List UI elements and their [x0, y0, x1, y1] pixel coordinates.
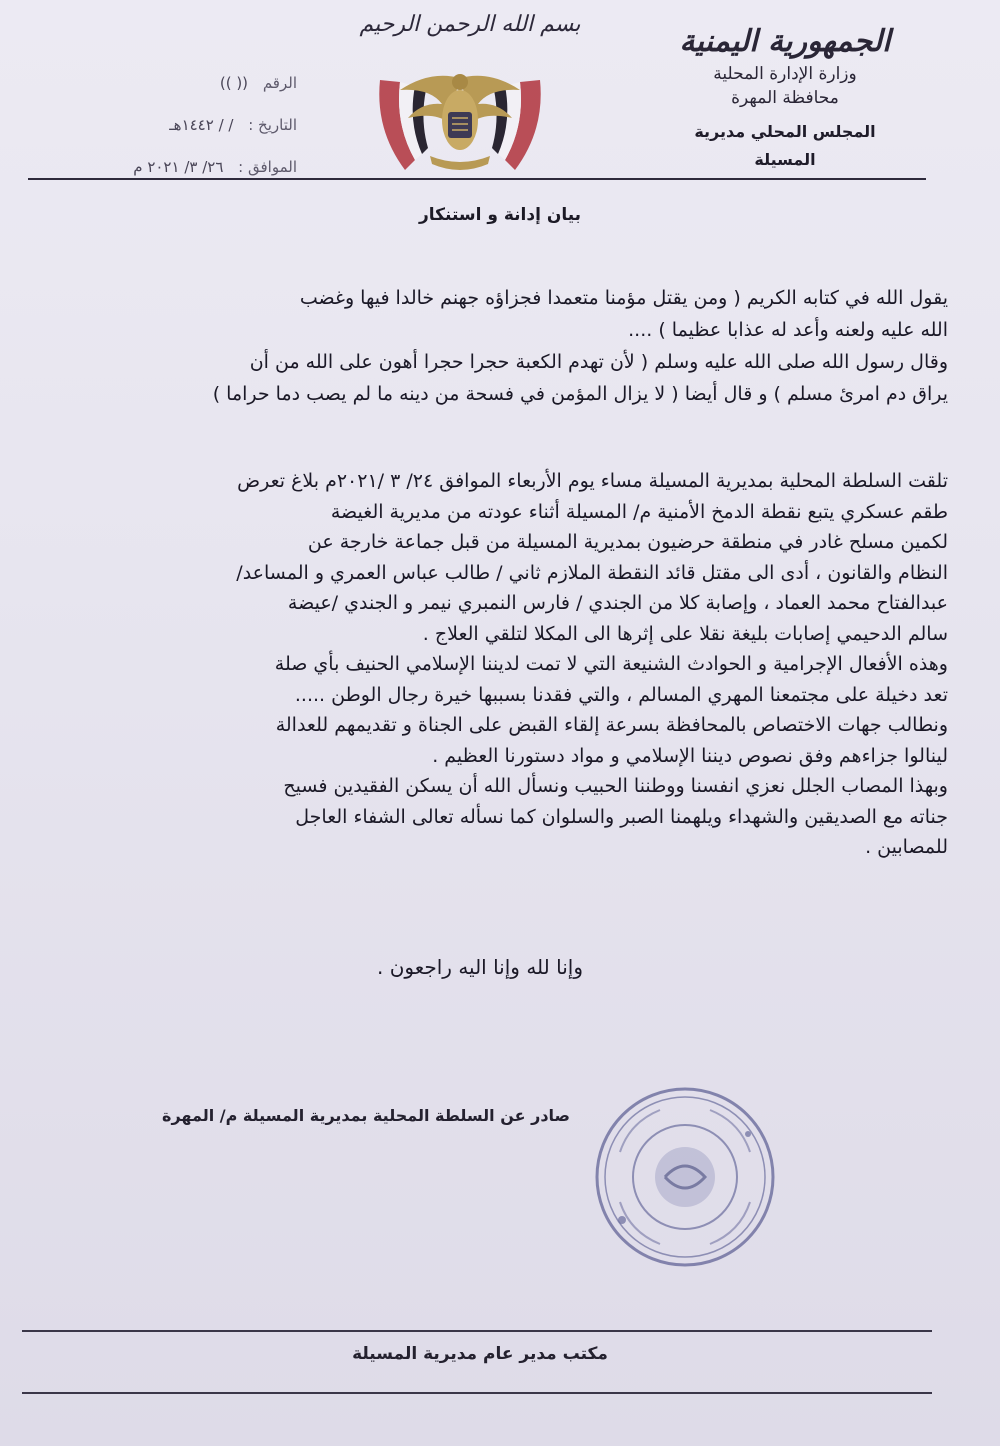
paragraph-line: جناته مع الصديقين والشهداء ويلهمنا الصبر والسلوان كما نسأله تعالى الشفاء العاجل [295, 805, 948, 828]
paragraph-line: تعد دخيلة على مجتمعنا المهري المسالم ، والتي فقدنا بسببها خيرة رجال الوطن ..... [294, 683, 948, 706]
paragraph-line: يقول الله في كتابه الكريم ( ومن يقتل مؤمنا متعمدا فجزاؤه جهنم خالدا فيها وغضب [299, 287, 948, 309]
date-row [32, 104, 297, 146]
corresponding-row [32, 146, 297, 188]
date-value: / / ١٤٤٢هـ [169, 116, 234, 134]
quran-hadith-paragraph [48, 282, 948, 410]
paragraph-line: وبهذا المصاب الجلل نعزي انفسنا ووطننا الحبيب ونسأل الله أن يسكن الفقيدين فسيح [283, 775, 948, 797]
date-label: التاريخ : [248, 116, 297, 134]
paragraph-line: النظام والقانون ، أدى الى مقتل قائد النقطة الملازم ثاني / طالب عباس العمري و المساعد/ [236, 561, 948, 584]
official-stamp-icon [590, 1082, 780, 1272]
council-name: المجلس المحلي مديرية المسيلة [694, 122, 876, 169]
basmala: بسم الله الرحمن الرحيم [359, 12, 581, 37]
paragraph-line: لينالوا جزاءهم وفق نصوص ديننا الإسلامي و مواد دستورنا العظيم . [432, 744, 948, 767]
footer-rule-top [22, 1330, 932, 1332]
corresponding-value: ٢٦/ ٣/ ٢٠٢١ م [133, 158, 224, 176]
header-divider [28, 178, 926, 180]
closing-phrase: وإنا لله وإنا اليه راجعون . [377, 955, 583, 979]
paragraph-line: الله عليه ولعنه وأعد له عذابا عظيما ) .... [628, 319, 948, 341]
republic-name: الجمهورية اليمنية [679, 24, 891, 59]
paragraph-line: وقال رسول الله صلى الله عليه وسلم ( لأن تهدم الكعبة حجرا حجرا أهون على الله من أن [249, 351, 948, 373]
letter-reference-block [32, 62, 297, 188]
ministry-name: وزارة الإدارة المحلية [713, 64, 857, 84]
paragraph-line: يراق دم امرئ مسلم ) و قال أيضا ( لا يزال المؤمن في فسحة من دينه ما لم يصب دما حراما ) [212, 383, 948, 405]
paragraph-line: تلقت السلطة المحلية بمديرية المسيلة مساء يوم الأربعاء الموافق ٢٤/ ٣ /٢٠٢١م بلاغ تعرض [237, 470, 948, 492]
number-label: الرقم [262, 74, 297, 92]
paragraph-line: طقم عسكري يتبع نقطة الدمخ الأمنية م/ المسيلة أثناء عودته من مديرية الغيضة [330, 500, 948, 523]
national-emblem-icon [360, 60, 560, 180]
paragraph-line: لكمين مسلح غادر في منطقة حرضيون بمديرية المسيلة من قبل جماعة خارجة عن [307, 531, 948, 553]
paragraph-line: ونطالب جهات الاختصاص بالمحافظة بسرعة إلقاء القبض على الجناة و تقديمهم للعدالة [275, 714, 948, 736]
issuer-line: صادر عن السلطة المحلية بمديرية المسيلة م/ المهرة [162, 1106, 570, 1125]
paragraph-line: وهذه الأفعال الإجرامية و الحوادث الشنيعة التي لا تمت لديننا الإسلامي الحنيف بأي صلة [274, 653, 948, 675]
footer-rule-bottom [22, 1392, 932, 1394]
corresponding-label: الموافق : [238, 158, 297, 176]
statement-title: بيان إدانة و استنكار [418, 205, 582, 225]
number-value: (( )) [219, 74, 249, 92]
paragraph-line: للمصابين . [865, 836, 948, 858]
paragraph-line: سالم الدحيمي إصابات بليغة نقلا على إثرها الى المكلا لتلقي العلاج . [422, 622, 948, 645]
footer-office: مكتب مدير عام مديرية المسيلة [352, 1344, 608, 1364]
letterhead-right [665, 22, 905, 174]
governorate-name: محافظة المهرة [731, 88, 839, 108]
statement-body [48, 466, 948, 863]
number-row [32, 62, 297, 104]
paragraph-line: عبدالفتاح محمد العماد ، وإصابة كلا من الجندي / فارس النمبري نيمر و الجندي /عيضة [287, 592, 948, 614]
